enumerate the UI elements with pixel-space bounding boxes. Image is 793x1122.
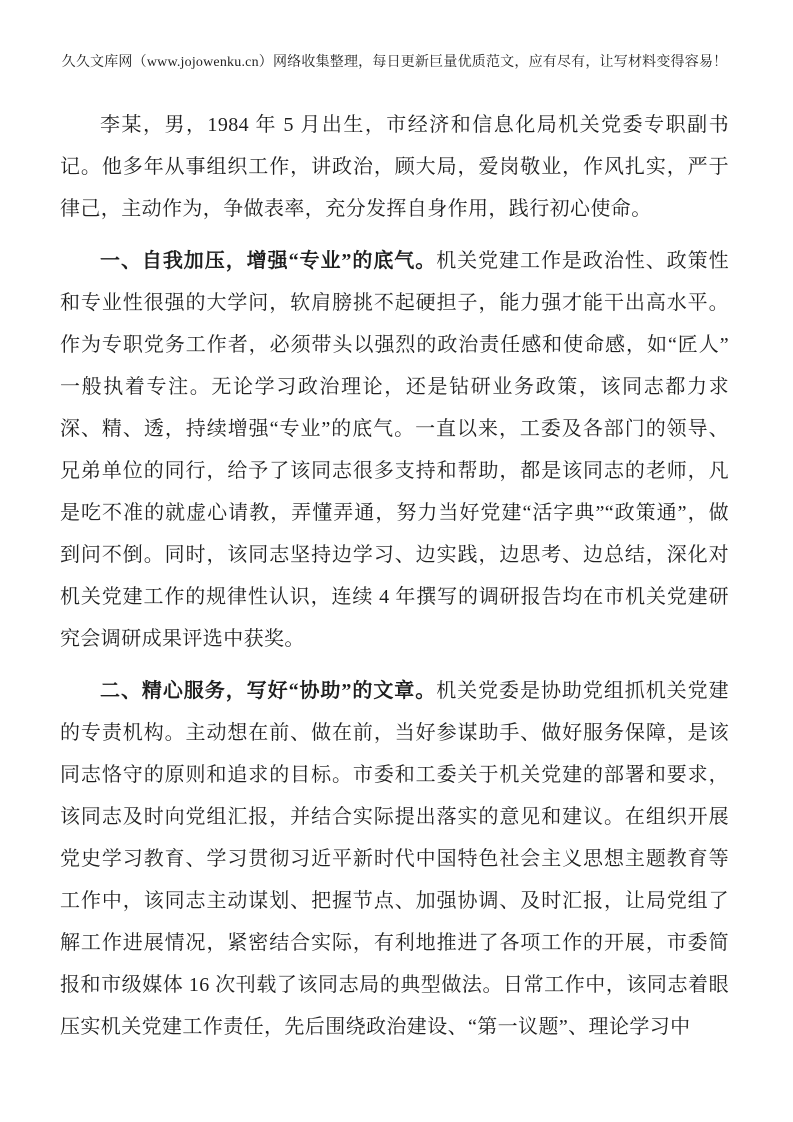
intro-paragraph — [60, 104, 729, 230]
document-body — [60, 104, 729, 1048]
section-1-paragraph — [60, 240, 729, 660]
intro-paragraph-text: 李某，男，1984 年 5 月出生，市经济和信息化局机关党委专职副书记。他多年从事组织工作，讲政治，顾大局，爱岗敬业，作风扎实，严于律己，主动作为，争做表率，充分发挥自身作用，践行初心使命。 — [60, 114, 729, 220]
watermark-header-text: 久久文库网（www.jojowenku.cn）网络收集整理，每日更新巨量优质范文，应有尽有，让写材料变得容易！ — [61, 55, 728, 70]
section-2-text: 机关党委是协助党组抓机关党建的专责机构。主动想在前、做在前，当好参谋助手、做好服务保障，是该同志恪守的原则和追求的目标。市委和工委关于机关党建的部署和要求，该同志及时向党组汇报，并结合实际提出落实的意见和建议。在组织开展党史学习教育、学习贯彻习近平新时代中国特色社会主义思想主题教育等工作中，该同志主动谋划、把握节点、加强协调、及时汇报，让局党组了解工作进展情况，紧密结合实际，有利地推进了各项工作的开展，市委简报和市级媒体 16 次刊载了该同志局的典型做法。日常工作中，该同志着眼压实机关党建工作责任，先后围绕政治建设、“第一议题”、理论学习中 — [60, 680, 729, 1038]
section-1-text: 机关党建工作是政治性、政策性和专业性很强的大学问，软肩膀挑不起硬担子，能力强才能干出高水平。作为专职党务工作者，必须带头以强烈的政治责任感和使命感，如“匠人”一般执着专注。无论学习政治理论，还是钻研业务政策，该同志都力求深、精、透，持续增强“专业”的底气。一直以来，工委及各部门的领导、兄弟单位的同行，给予了该同志很多支持和帮助，都是该同志的老师，凡是吃不准的就虚心请教，弄懂弄通，努力当好党建“活字典”“政策通”，做到问不倒。同时，该同志坚持边学习、边实践，边思考、边总结，深化对机关党建工作的规律性认识，连续 4 年撰写的调研报告均在市机关党建研究会调研成果评选中获奖。 — [60, 250, 729, 650]
section-2-heading: 二、精心服务，写好“协助”的文章。 — [100, 680, 437, 702]
section-1-heading: 一、自我加压，增强“专业”的底气。 — [100, 250, 437, 272]
section-2-paragraph — [60, 670, 729, 1048]
